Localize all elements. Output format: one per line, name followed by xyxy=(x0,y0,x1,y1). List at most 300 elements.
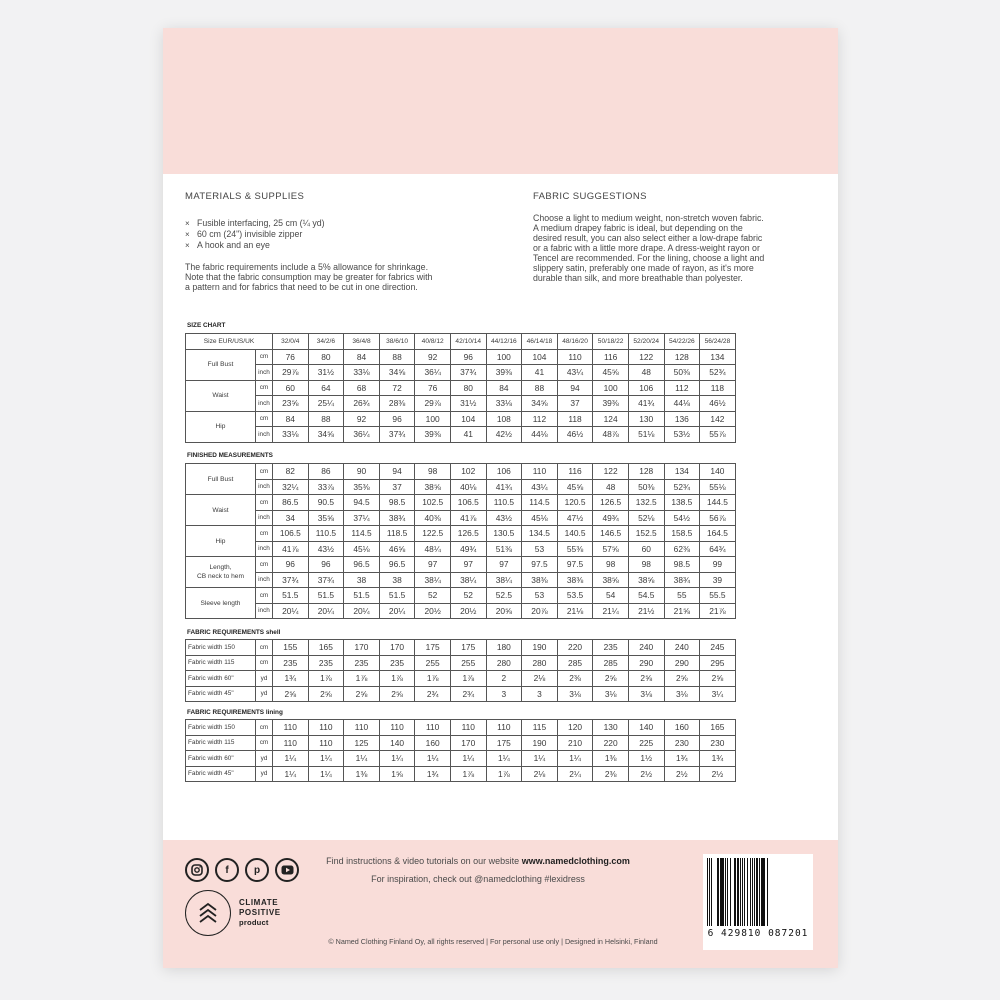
value-cell: 140.5 xyxy=(557,526,593,542)
table-row xyxy=(186,349,736,365)
value-cell: 72 xyxy=(379,380,415,396)
finished-measurements-title: FINISHED MEASUREMENTS xyxy=(187,452,273,459)
value-cell: 3⅛ xyxy=(664,686,700,702)
value-cell: 21½ xyxy=(628,603,664,619)
value-cell: 47½ xyxy=(557,510,593,526)
value-cell: 114.5 xyxy=(522,495,558,511)
value-cell: 94 xyxy=(379,464,415,480)
value-cell: 160 xyxy=(415,735,451,751)
table-row xyxy=(186,396,736,412)
value-cell: 43¼ xyxy=(557,365,593,381)
materials-title: MATERIALS & SUPPLIES xyxy=(185,191,305,202)
table-row xyxy=(186,751,736,767)
unit-cell: cm xyxy=(256,495,273,511)
fabric-lining-title-main: FABRIC REQUIREMENTS xyxy=(187,709,265,716)
materials-item xyxy=(185,240,325,251)
bullet-x-icon: × xyxy=(185,241,190,250)
value-cell: 51.5 xyxy=(344,588,380,604)
value-cell: 96 xyxy=(308,557,344,573)
value-cell: 2½ xyxy=(700,766,736,782)
value-cell: 29⅞ xyxy=(415,396,451,412)
value-cell: 104 xyxy=(450,411,486,427)
value-cell: 38⅜ xyxy=(522,572,558,588)
value-cell: 106.5 xyxy=(450,495,486,511)
value-cell: 88 xyxy=(522,380,558,396)
climate-positive-badge xyxy=(185,890,281,936)
value-cell: 110.5 xyxy=(308,526,344,542)
value-cell: 64¾ xyxy=(700,541,736,557)
value-cell: 180 xyxy=(486,640,522,656)
value-cell: 122.5 xyxy=(415,526,451,542)
value-cell: 1⅞ xyxy=(450,671,486,687)
value-cell: 160 xyxy=(664,720,700,736)
unit-cell: cm xyxy=(256,411,273,427)
value-cell: 53.5 xyxy=(557,588,593,604)
table-row xyxy=(186,640,736,656)
value-cell: 38⅝ xyxy=(593,572,629,588)
unit-cell: yd xyxy=(256,751,273,767)
value-cell: 44⅛ xyxy=(664,396,700,412)
value-cell: 1⅞ xyxy=(486,766,522,782)
table-row xyxy=(186,427,736,443)
value-cell: 104 xyxy=(522,349,558,365)
value-cell: 20¼ xyxy=(344,603,380,619)
value-cell: 48 xyxy=(593,479,629,495)
value-cell: 54½ xyxy=(664,510,700,526)
top-pink-band xyxy=(163,28,838,174)
size-header-cell: 56/24/28 xyxy=(700,334,736,350)
value-cell: 33⅞ xyxy=(308,479,344,495)
value-cell: 1⅞ xyxy=(308,671,344,687)
value-cell: 210 xyxy=(557,735,593,751)
value-cell: 138.5 xyxy=(664,495,700,511)
value-cell: 126.5 xyxy=(593,495,629,511)
value-cell: 43½ xyxy=(308,541,344,557)
value-cell: 99 xyxy=(700,557,736,573)
value-cell: 106 xyxy=(628,380,664,396)
table-row xyxy=(186,588,736,604)
value-cell: 134 xyxy=(664,464,700,480)
value-cell: 136 xyxy=(664,411,700,427)
value-cell: 97 xyxy=(450,557,486,573)
value-cell: 130 xyxy=(593,720,629,736)
value-cell: 20⅞ xyxy=(522,603,558,619)
value-cell: 34⅝ xyxy=(379,365,415,381)
value-cell: 97.5 xyxy=(522,557,558,573)
measurement-label: Full Bust xyxy=(186,349,256,380)
fabric-lining-subtitle: lining xyxy=(265,709,283,716)
value-cell: 114.5 xyxy=(344,526,380,542)
table-row xyxy=(186,495,736,511)
value-cell: 1⅝ xyxy=(379,766,415,782)
table-row xyxy=(186,557,736,573)
value-cell: 68 xyxy=(344,380,380,396)
unit-cell: cm xyxy=(256,526,273,542)
value-cell: 41⅞ xyxy=(273,541,309,557)
value-cell: 1¼ xyxy=(273,751,309,767)
table-row xyxy=(186,655,736,671)
value-cell: 62⅜ xyxy=(664,541,700,557)
fabric-suggestions-line: or a fabric with a little more drape. A dress-weight rayon or xyxy=(533,243,760,253)
bullet-x-icon: × xyxy=(185,230,190,239)
value-cell: 2¾ xyxy=(415,686,451,702)
value-cell: 1¾ xyxy=(415,766,451,782)
value-cell: 2¼ xyxy=(557,766,593,782)
value-cell: 1¼ xyxy=(522,751,558,767)
value-cell: 235 xyxy=(593,640,629,656)
value-cell: 53 xyxy=(522,588,558,604)
value-cell: 110 xyxy=(379,720,415,736)
value-cell: 165 xyxy=(700,720,736,736)
materials-item-text: 60 cm (24") invisible zipper xyxy=(197,229,303,239)
value-cell: 128 xyxy=(664,349,700,365)
value-cell: 60 xyxy=(273,380,309,396)
value-cell: 37¾ xyxy=(450,365,486,381)
value-cell: 49¾ xyxy=(450,541,486,557)
unit-cell: inch xyxy=(256,603,273,619)
size-header-cell: 54/22/26 xyxy=(664,334,700,350)
value-cell: 31½ xyxy=(450,396,486,412)
size-header-cell: 50/18/22 xyxy=(593,334,629,350)
value-cell: 38⅜ xyxy=(557,572,593,588)
value-cell: 38 xyxy=(379,572,415,588)
value-cell: 295 xyxy=(700,655,736,671)
value-cell: 290 xyxy=(664,655,700,671)
value-cell: 110 xyxy=(344,720,380,736)
value-cell: 38¼ xyxy=(415,572,451,588)
value-cell: 20¼ xyxy=(308,603,344,619)
value-cell: 1⅜ xyxy=(344,766,380,782)
value-cell: 255 xyxy=(415,655,451,671)
value-cell: 3⅛ xyxy=(593,686,629,702)
value-cell: 1¾ xyxy=(700,751,736,767)
value-cell: 46½ xyxy=(557,427,593,443)
value-cell: 41¾ xyxy=(628,396,664,412)
value-cell: 255 xyxy=(450,655,486,671)
value-cell: 28⅜ xyxy=(379,396,415,412)
value-cell: 230 xyxy=(664,735,700,751)
value-cell: 96.5 xyxy=(379,557,415,573)
value-cell: 52 xyxy=(450,588,486,604)
value-cell: 48¼ xyxy=(415,541,451,557)
value-cell: 170 xyxy=(344,640,380,656)
value-cell: 94.5 xyxy=(344,495,380,511)
unit-cell: yd xyxy=(256,686,273,702)
unit-cell: inch xyxy=(256,479,273,495)
value-cell: 2⅝ xyxy=(344,686,380,702)
value-cell: 48 xyxy=(628,365,664,381)
size-header-cell: 44/12/16 xyxy=(486,334,522,350)
value-cell: 39 xyxy=(700,572,736,588)
value-cell: 21⅝ xyxy=(664,603,700,619)
value-cell: 97 xyxy=(486,557,522,573)
value-cell: 124 xyxy=(593,411,629,427)
measurement-label: Length, CB neck to hem xyxy=(186,557,256,588)
unit-cell: inch xyxy=(256,427,273,443)
fabric-suggestions-line: A medium drapey fabric is ideal, but depending on the xyxy=(533,223,743,233)
value-cell: 110 xyxy=(308,735,344,751)
value-cell: 118 xyxy=(557,411,593,427)
value-cell: 98.5 xyxy=(664,557,700,573)
value-cell: 2⅝ xyxy=(273,686,309,702)
value-cell: 84 xyxy=(344,349,380,365)
value-cell: 1¼ xyxy=(557,751,593,767)
value-cell: 55⅜ xyxy=(557,541,593,557)
value-cell: 34⅝ xyxy=(308,427,344,443)
climate-text xyxy=(239,898,281,928)
website-line xyxy=(258,856,698,866)
instagram-icon[interactable] xyxy=(185,858,209,882)
value-cell: 110 xyxy=(273,720,309,736)
value-cell: 134 xyxy=(700,349,736,365)
value-cell: 122 xyxy=(628,349,664,365)
size-chart-table xyxy=(185,333,736,443)
unit-cell: cm xyxy=(256,720,273,736)
website-link[interactable]: www.namedclothing.com xyxy=(521,856,630,866)
value-cell: 92 xyxy=(344,411,380,427)
value-cell: 245 xyxy=(700,640,736,656)
value-cell: 142 xyxy=(700,411,736,427)
value-cell: 98 xyxy=(415,464,451,480)
value-cell: 64 xyxy=(308,380,344,396)
size-header-cell: 36/4/8 xyxy=(344,334,380,350)
fabric-lining-table xyxy=(185,719,736,782)
value-cell: 48⅞ xyxy=(593,427,629,443)
value-cell: 98 xyxy=(628,557,664,573)
measurement-label: Full Bust xyxy=(186,464,256,495)
value-cell: 86.5 xyxy=(273,495,309,511)
table-row xyxy=(186,766,736,782)
facebook-icon[interactable]: f xyxy=(215,858,239,882)
value-cell: 37¾ xyxy=(379,427,415,443)
size-header-cell: 42/10/14 xyxy=(450,334,486,350)
bottom-pink-band xyxy=(163,840,838,968)
unit-cell: cm xyxy=(256,464,273,480)
measurement-label: Waist xyxy=(186,380,256,411)
value-cell: 1½ xyxy=(628,751,664,767)
value-cell: 52¾ xyxy=(664,479,700,495)
value-cell: 116 xyxy=(557,464,593,480)
value-cell: 170 xyxy=(379,640,415,656)
value-cell: 285 xyxy=(593,655,629,671)
value-cell: 128 xyxy=(628,464,664,480)
value-cell: 98.5 xyxy=(379,495,415,511)
value-cell: 37¾ xyxy=(273,572,309,588)
value-cell: 220 xyxy=(593,735,629,751)
unit-cell: cm xyxy=(256,640,273,656)
value-cell: 110 xyxy=(486,720,522,736)
value-cell: 2⅜ xyxy=(557,671,593,687)
value-cell: 1¼ xyxy=(379,751,415,767)
value-cell: 20½ xyxy=(450,603,486,619)
value-cell: 190 xyxy=(522,735,558,751)
unit-cell: yd xyxy=(256,671,273,687)
inspiration-line: For inspiration, check out @namedclothing #lexidress xyxy=(371,874,585,884)
value-cell: 45⅛ xyxy=(344,541,380,557)
value-cell: 130.5 xyxy=(486,526,522,542)
value-cell: 55 xyxy=(664,588,700,604)
value-cell: 1¾ xyxy=(273,671,309,687)
unit-cell: cm xyxy=(256,349,273,365)
value-cell: 52 xyxy=(415,588,451,604)
value-cell: 40⅜ xyxy=(415,510,451,526)
value-cell: 97 xyxy=(415,557,451,573)
unit-cell: inch xyxy=(256,510,273,526)
value-cell: 1⅞ xyxy=(379,671,415,687)
materials-list xyxy=(185,218,325,251)
value-cell: 50⅜ xyxy=(664,365,700,381)
value-cell: 1⅞ xyxy=(415,671,451,687)
size-header-cell: 38/6/10 xyxy=(379,334,415,350)
value-cell: 3⅛ xyxy=(628,686,664,702)
fabric-width-label: Fabric width 45" xyxy=(186,686,256,702)
value-cell: 20¼ xyxy=(379,603,415,619)
value-cell: 94 xyxy=(557,380,593,396)
value-cell: 38 xyxy=(344,572,380,588)
value-cell: 33⅛ xyxy=(486,396,522,412)
unit-cell: cm xyxy=(256,380,273,396)
table-row xyxy=(186,603,736,619)
value-cell: 52.5 xyxy=(486,588,522,604)
finished-measurements-table xyxy=(185,463,736,619)
value-cell: 290 xyxy=(628,655,664,671)
value-cell: 54 xyxy=(593,588,629,604)
materials-item xyxy=(185,229,325,240)
value-cell: 96 xyxy=(379,411,415,427)
value-cell: 40⅛ xyxy=(450,479,486,495)
value-cell: 36¼ xyxy=(415,365,451,381)
table-row xyxy=(186,380,736,396)
value-cell: 38⅝ xyxy=(415,479,451,495)
value-cell: 35⅝ xyxy=(308,510,344,526)
table-row xyxy=(186,411,736,427)
value-cell: 102.5 xyxy=(415,495,451,511)
measurement-label: Sleeve length xyxy=(186,588,256,619)
value-cell: 38¾ xyxy=(664,572,700,588)
value-cell: 20⅝ xyxy=(486,603,522,619)
value-cell: 144.5 xyxy=(700,495,736,511)
value-cell: 235 xyxy=(308,655,344,671)
value-cell: 54.5 xyxy=(628,588,664,604)
value-cell: 38¼ xyxy=(486,572,522,588)
value-cell: 41⅞ xyxy=(450,510,486,526)
value-cell: 118.5 xyxy=(379,526,415,542)
value-cell: 112 xyxy=(664,380,700,396)
value-cell: 96 xyxy=(273,557,309,573)
pinterest-icon[interactable]: p xyxy=(245,858,269,882)
value-cell: 38⅝ xyxy=(628,572,664,588)
value-cell: 51⅜ xyxy=(486,541,522,557)
pattern-back-sheet xyxy=(163,28,838,968)
value-cell: 100 xyxy=(415,411,451,427)
measurement-label: Hip xyxy=(186,526,256,557)
value-cell: 55⅛ xyxy=(700,479,736,495)
materials-note-line: a pattern and for fabrics that need to be cut in one direction. xyxy=(185,282,418,292)
value-cell: 280 xyxy=(486,655,522,671)
value-cell: 132.5 xyxy=(628,495,664,511)
value-cell: 51⅛ xyxy=(628,427,664,443)
unit-cell: cm xyxy=(256,655,273,671)
value-cell: 26¾ xyxy=(344,396,380,412)
value-cell: 20½ xyxy=(415,603,451,619)
value-cell: 1¼ xyxy=(308,751,344,767)
value-cell: 158.5 xyxy=(664,526,700,542)
value-cell: 23⅝ xyxy=(273,396,309,412)
value-cell: 3¼ xyxy=(700,686,736,702)
value-cell: 46⅝ xyxy=(379,541,415,557)
value-cell: 46½ xyxy=(700,396,736,412)
value-cell: 110 xyxy=(522,464,558,480)
value-cell: 84 xyxy=(486,380,522,396)
value-cell: 56⅞ xyxy=(700,510,736,526)
value-cell: 86 xyxy=(308,464,344,480)
fabric-suggestions-line: slippery satin, preferably one made of rayon, as it's more xyxy=(533,263,754,273)
value-cell: 175 xyxy=(450,640,486,656)
measurement-label: Hip xyxy=(186,411,256,442)
materials-note-line: Note that the fabric consumption may be greater for fabrics with xyxy=(185,272,433,282)
value-cell: 2¾ xyxy=(450,686,486,702)
value-cell: 37¼ xyxy=(344,510,380,526)
value-cell: 134.5 xyxy=(522,526,558,542)
value-cell: 20¼ xyxy=(273,603,309,619)
value-cell: 122 xyxy=(593,464,629,480)
value-cell: 1¼ xyxy=(415,751,451,767)
value-cell: 170 xyxy=(450,735,486,751)
value-cell: 49¾ xyxy=(593,510,629,526)
value-cell: 1¼ xyxy=(344,751,380,767)
value-cell: 97.5 xyxy=(557,557,593,573)
value-cell: 146.5 xyxy=(593,526,629,542)
value-cell: 175 xyxy=(415,640,451,656)
fabric-width-label: Fabric width 115 xyxy=(186,655,256,671)
fabric-width-label: Fabric width 60" xyxy=(186,751,256,767)
value-cell: 60 xyxy=(628,541,664,557)
table-row xyxy=(186,510,736,526)
value-cell: 39⅜ xyxy=(415,427,451,443)
fabric-shell-subtitle: shell xyxy=(265,629,281,636)
value-cell: 110 xyxy=(415,720,451,736)
value-cell: 110 xyxy=(308,720,344,736)
climate-line3: product xyxy=(239,918,269,927)
value-cell: 29⅞ xyxy=(273,365,309,381)
fabric-width-label: Fabric width 60" xyxy=(186,671,256,687)
value-cell: 140 xyxy=(700,464,736,480)
value-cell: 2⅝ xyxy=(379,686,415,702)
fabric-suggestions-line: desired result, you can also select either a low-drape fabric xyxy=(533,233,763,243)
table-row xyxy=(186,479,736,495)
value-cell: 1⅞ xyxy=(344,671,380,687)
value-cell: 43¼ xyxy=(522,479,558,495)
value-cell: 2⅝ xyxy=(593,671,629,687)
value-cell: 165 xyxy=(308,640,344,656)
value-cell: 1¼ xyxy=(450,751,486,767)
value-cell: 80 xyxy=(308,349,344,365)
fabric-shell-title-main: FABRIC REQUIREMENTS xyxy=(187,629,265,636)
value-cell: 155 xyxy=(273,640,309,656)
fabric-suggestions-line: Tencel are recommended. For the lining, choose a light and xyxy=(533,253,765,263)
value-cell: 110 xyxy=(557,349,593,365)
value-cell: 240 xyxy=(664,640,700,656)
value-cell: 51.5 xyxy=(308,588,344,604)
value-cell: 230 xyxy=(700,735,736,751)
fabric-width-label: Fabric width 115 xyxy=(186,735,256,751)
value-cell: 53½ xyxy=(664,427,700,443)
value-cell: 110 xyxy=(273,735,309,751)
value-cell: 41¾ xyxy=(486,479,522,495)
value-cell: 1¼ xyxy=(273,766,309,782)
value-cell: 41 xyxy=(522,365,558,381)
fabric-width-label: Fabric width 45" xyxy=(186,766,256,782)
